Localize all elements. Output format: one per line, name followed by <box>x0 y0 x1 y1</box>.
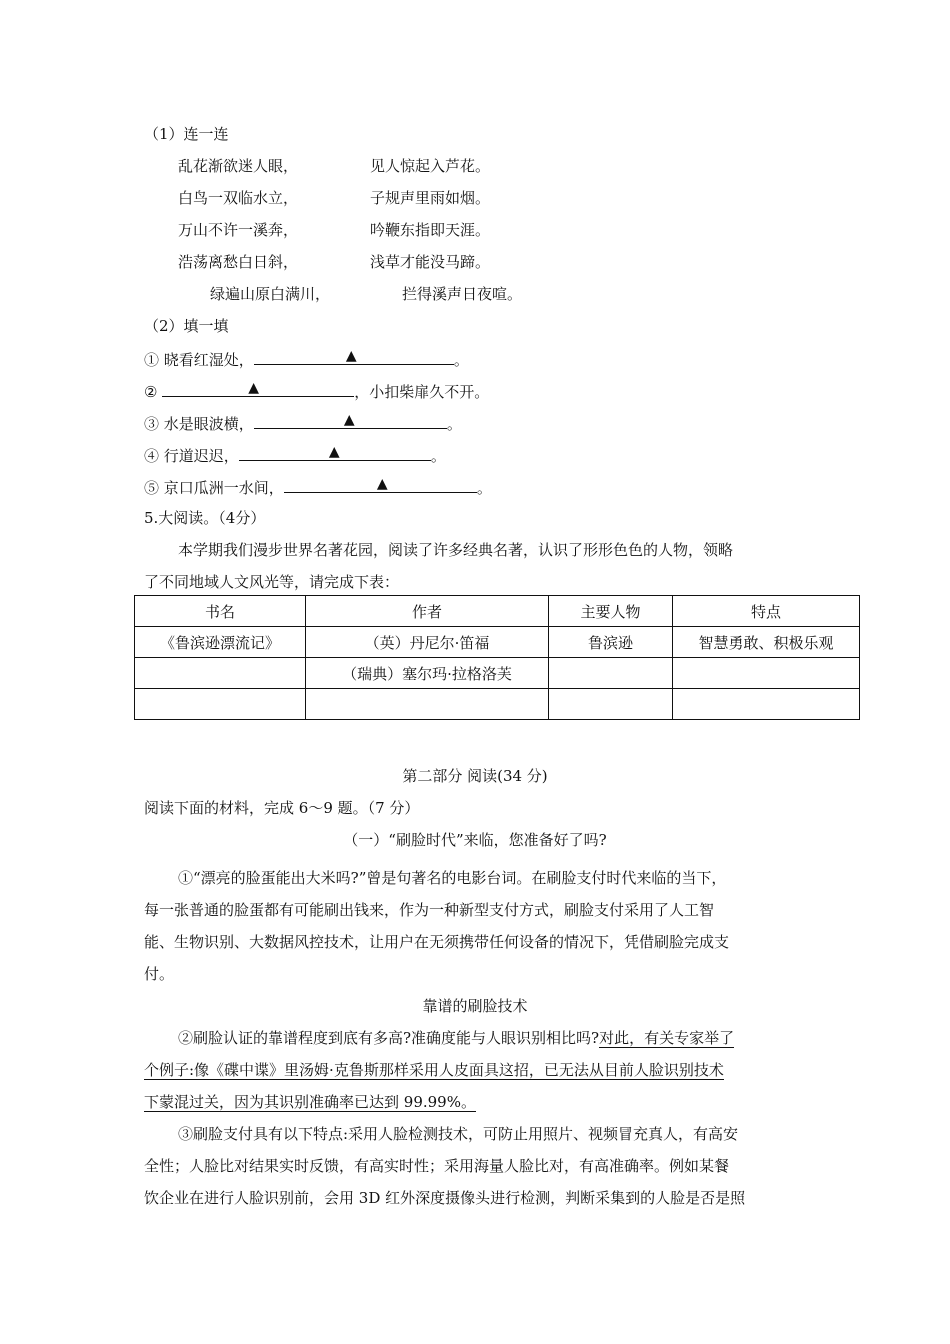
table-header-cell: 书名 <box>135 596 306 627</box>
para1-line-4: 付。 <box>144 965 175 983</box>
fill-item-5: ⑤ 京口瓜洲一水间， ▲ 。 <box>144 476 492 497</box>
table-cell-empty[interactable] <box>673 658 860 689</box>
para3-line-3: 饮企业在进行人脸识别前，会用 3D 红外深度摄像头进行检测，判断采集到的人脸是否是照 <box>144 1189 746 1207</box>
para3-line-1: ③刷脸支付具有以下特点:采用人脸检测技术，可防止用照片、视频冒充真人，有高安 <box>178 1125 739 1143</box>
part2-title: （2）填一填 <box>144 317 229 335</box>
match-right-2: 子规声里雨如烟。 <box>370 189 491 207</box>
part1-title: （1）连一连 <box>144 125 229 143</box>
fill-blank-1[interactable] <box>254 348 454 365</box>
para2-line-1: ②刷脸认证的靠谱程度到底有多高?准确度能与人眼识别相比吗?对此，有关专家举了 <box>178 1029 735 1047</box>
table-row <box>135 689 860 720</box>
reading-instruction: 阅读下面的材料，完成 6～9 题。（7 分） <box>144 799 420 817</box>
table-header-row <box>135 596 860 627</box>
match-left-4: 浩荡离愁白日斜， <box>178 253 299 271</box>
table-cell-empty[interactable] <box>306 689 549 720</box>
match-right-1: 见人惊起入芦花。 <box>370 157 491 175</box>
match-left-5: 绿遍山原白满川， <box>210 285 331 303</box>
table-header-cell: 作者 <box>306 596 549 627</box>
q5-title: 5.大阅读。（4分） <box>144 509 266 527</box>
table-cell-empty[interactable] <box>673 689 860 720</box>
table-cell: 智慧勇敢、积极乐观 <box>673 627 860 658</box>
article-title: （一）“刷脸时代”来临，您准备好了吗? <box>343 831 607 849</box>
triangle-icon: ▲ <box>328 444 340 460</box>
fill-blank-4[interactable] <box>239 444 431 461</box>
table-row <box>135 627 860 658</box>
match-left-2: 白鸟一双临水立， <box>178 189 299 207</box>
para1-line-1: ①“漂亮的脸蛋能出大米吗?”曾是句著名的电影台词。在刷脸支付时代来临的当下， <box>178 869 727 887</box>
match-left-3: 万山不许一溪奔， <box>178 221 299 239</box>
article-subtitle: 靠谱的刷脸技术 <box>422 997 528 1015</box>
triangle-icon: ▲ <box>376 476 388 492</box>
fill-item-1: ① 晓看红湿处， ▲ 。 <box>144 348 469 369</box>
match-right-5: 拦得溪声日夜喧。 <box>402 285 523 303</box>
triangle-icon: ▲ <box>345 348 357 364</box>
para3-line-2: 全性；人脸比对结果实时反馈，有高实时性；采用海量人脸比对，有高准确率。例如某餐 <box>144 1157 730 1175</box>
book-table <box>134 595 860 720</box>
match-right-4: 浅草才能没马蹄。 <box>370 253 491 271</box>
table-cell: （瑞典）塞尔玛·拉格洛芙 <box>306 658 549 689</box>
underlined-sentence: 对此，有关专家举了 <box>599 1029 735 1047</box>
para2-line-3: 下蒙混过关，因为其识别准确率已达到 99.99%。 <box>144 1093 476 1111</box>
table-cell-empty[interactable] <box>135 658 306 689</box>
fill-blank-5[interactable] <box>284 476 477 493</box>
fill-item-4: ④ 行道迟迟， ▲ 。 <box>144 444 446 465</box>
triangle-icon: ▲ <box>343 412 355 428</box>
table-cell: 《鲁滨逊漂流记》 <box>135 627 306 658</box>
table-cell-empty[interactable] <box>135 689 306 720</box>
table-cell: （英）丹尼尔·笛福 <box>306 627 549 658</box>
table-header-cell: 主要人物 <box>549 596 673 627</box>
table-header-cell: 特点 <box>673 596 860 627</box>
q5-intro-line-2: 了不同地域人文风光等，请完成下表： <box>144 573 400 591</box>
fill-blank-2[interactable] <box>162 380 354 397</box>
triangle-icon: ▲ <box>248 380 260 396</box>
para1-line-3: 能、生物识别、大数据风控技术，让用户在无须携带任何设备的情况下，凭借刷脸完成支 <box>144 933 730 951</box>
match-right-3: 吟鞭东指即天涯。 <box>370 221 491 239</box>
para2-line-2: 个例子:像《碟中谍》里汤姆·克鲁斯那样采用人皮面具这招，已无法从目前人脸识别技术 <box>144 1061 724 1079</box>
fill-blank-3[interactable] <box>254 412 447 429</box>
fill-item-3: ③ 水是眼波横， ▲ 。 <box>144 412 462 433</box>
match-left-1: 乱花渐欲迷人眼， <box>178 157 299 175</box>
part2-heading: 第二部分 阅读(34 分) <box>402 767 548 785</box>
q5-intro-line-1: 本学期我们漫步世界名著花园，阅读了许多经典名著，认识了形形色色的人物，领略 <box>178 541 734 559</box>
para1-line-2: 每一张普通的脸蛋都有可能刷出钱来，作为一种新型支付方式，刷脸支付采用了人工智 <box>144 901 715 919</box>
table-row <box>135 658 860 689</box>
table-cell: 鲁滨逊 <box>549 627 673 658</box>
table-cell-empty[interactable] <box>549 689 673 720</box>
fill-item-2: ② ▲ ，小扣柴扉久不开。 <box>144 380 490 401</box>
table-cell-empty[interactable] <box>549 658 673 689</box>
